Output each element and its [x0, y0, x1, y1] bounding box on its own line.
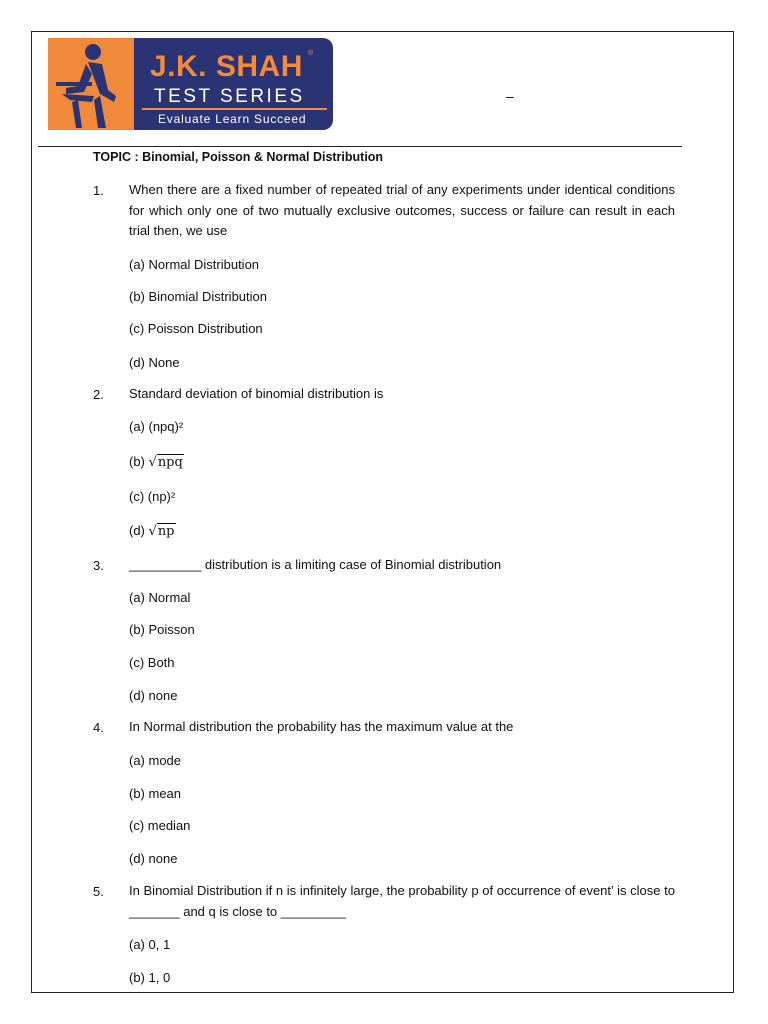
radicand: npq [157, 455, 183, 470]
option: (b) Poisson [129, 622, 195, 637]
option: (c) (np)² [129, 489, 176, 504]
option: (d) none [129, 851, 178, 866]
option: (b) mean [129, 786, 182, 801]
option-label: (b) [129, 454, 145, 469]
option: (a) 0, 1 [129, 937, 171, 952]
option: (b) Binomial Distribution [129, 289, 267, 304]
question-text: In Binomial Distribution if n is infinitely large, the probability p of occurrence of event’ is close to _______ and q is close to _________ [129, 883, 675, 919]
option [129, 523, 176, 539]
question-text: In Normal distribution the probability has the maximum value at the [129, 719, 514, 734]
question-text: Standard deviation of binomial distribution is [129, 386, 384, 401]
option: (d) none [129, 688, 178, 703]
question-text: When there are a fixed number of repeated trial of any experiments under identical conditions for which only one of two mutually exclusive outcomes, success or failure can result in each trial then, we use [129, 182, 675, 238]
brand-series: TEST SERIES [154, 86, 305, 107]
registered-mark: ® [308, 50, 314, 57]
question-number: 1. [93, 183, 104, 198]
option [129, 454, 184, 470]
question-number: 4. [93, 720, 104, 735]
option: (c) Poisson Distribution [129, 321, 263, 336]
option: (d) None [129, 355, 180, 370]
brand-name: J.K. SHAH [150, 50, 303, 83]
question-number: 5. [93, 884, 104, 899]
radicand: np [157, 524, 175, 539]
option: (a) Normal Distribution [129, 257, 260, 272]
option: (b) 1, 0 [129, 970, 171, 985]
question-number: 2. [93, 387, 104, 402]
option: (a) mode [129, 753, 182, 768]
option-label: (d) [129, 523, 145, 538]
option: (a) Normal [129, 590, 191, 605]
square-root-expression: √npq [148, 455, 183, 470]
header-mark: – [506, 88, 514, 104]
question-text: __________ distribution is a limiting case of Binomial distribution [129, 557, 502, 572]
option: (c) median [129, 818, 191, 833]
option: (c) Both [129, 655, 175, 670]
question-number: 3. [93, 558, 104, 573]
brand-tagline: Evaluate Learn Succeed [158, 112, 307, 126]
option: (a) (npq)² [129, 419, 184, 434]
topic-heading: TOPIC : Binomial, Poisson & Normal Distribution [93, 150, 384, 164]
square-root-expression: √np [148, 524, 175, 539]
